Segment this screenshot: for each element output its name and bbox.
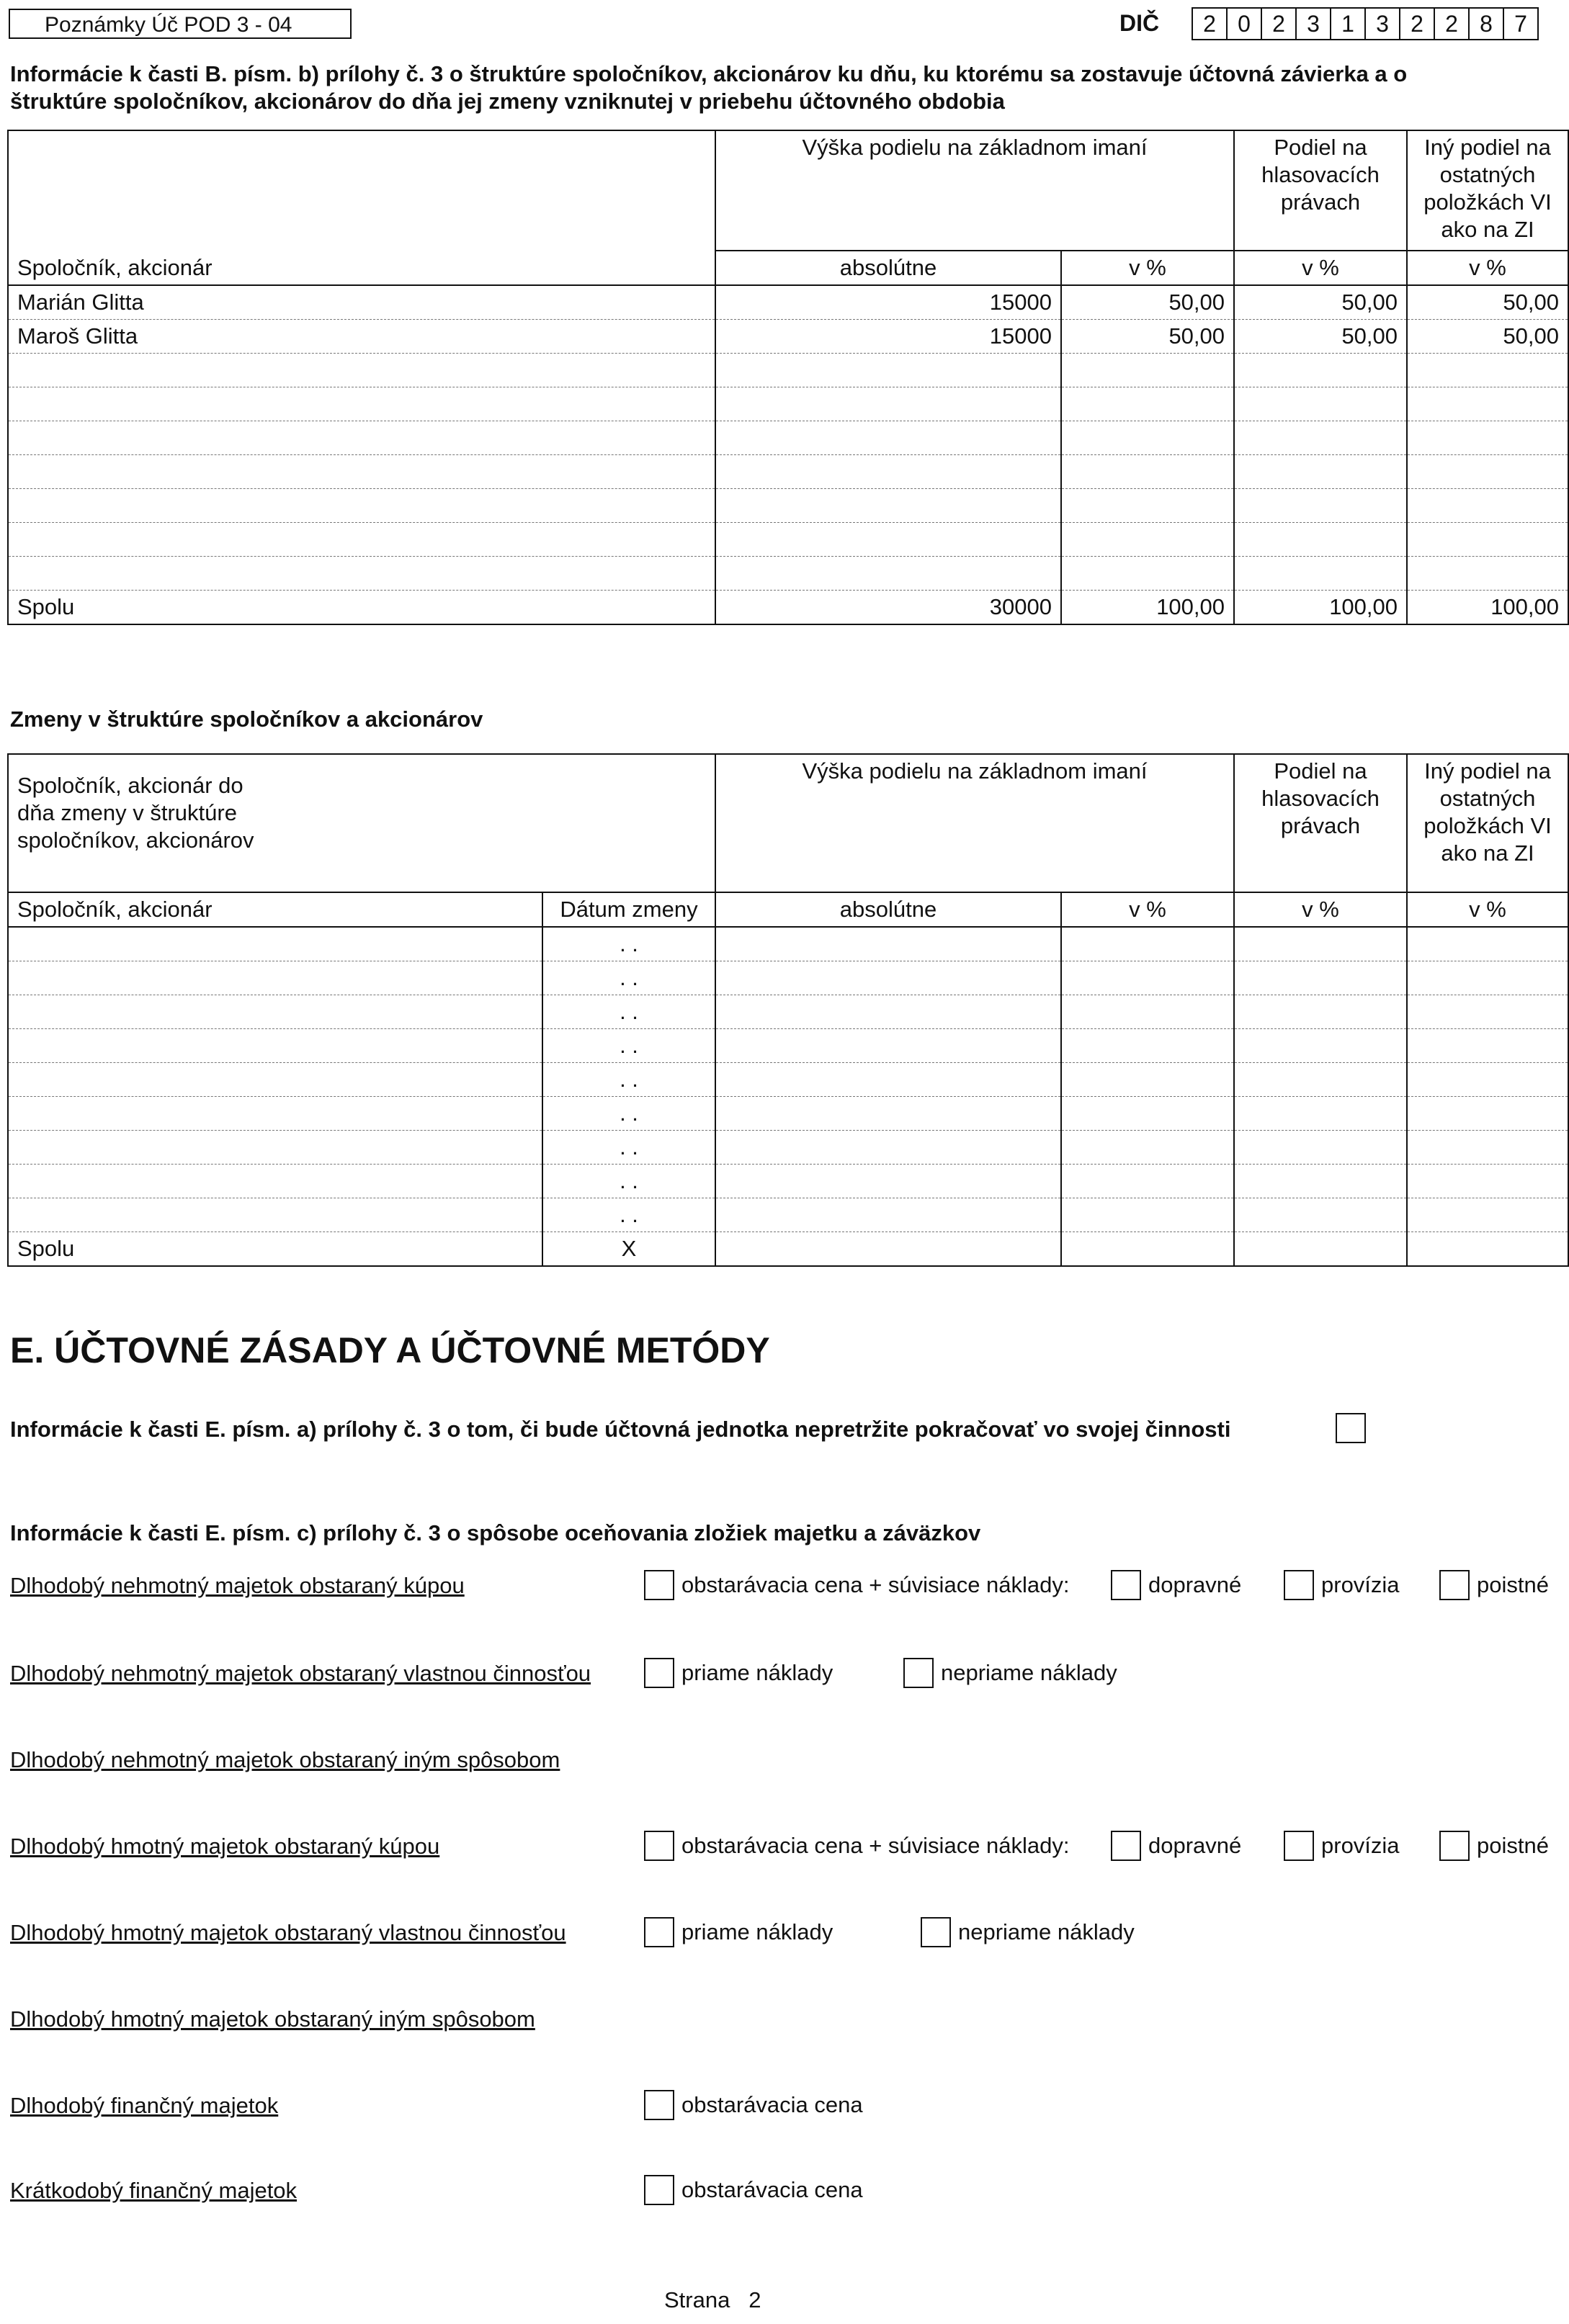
vote-col-header: v % — [1234, 251, 1407, 285]
form-code: Poznámky Úč POD 3 - 04 — [9, 9, 352, 39]
cost-plus-label: obstarávacia cena + súvisiace náklady: — [681, 1572, 1070, 1597]
dic-digit: 2 — [1400, 9, 1435, 39]
continuity-text: Informácie k časti E. písm. a) prílohy č. 3 o tom, či bude účtovná jednotka nepretržite pokračovať vo svojej činnosti — [10, 1417, 1231, 1442]
table-row — [8, 455, 1568, 489]
commission-label: provízia — [1321, 1572, 1400, 1597]
date-field[interactable]: . . — [542, 961, 715, 995]
total-row — [8, 1232, 1568, 1267]
dic-digit: 2 — [1262, 9, 1297, 39]
total-pct: 100,00 — [1061, 591, 1234, 625]
page-footer — [664, 2287, 761, 2313]
item-long-financial: Dlhodobý finančný majetok — [10, 2093, 279, 2118]
other-header: Iný podiel na ostatných položkách VI ako na ZI — [1407, 130, 1568, 251]
date-field[interactable]: . . — [542, 995, 715, 1029]
blank-header — [8, 130, 715, 251]
page-number: 2 — [748, 2287, 761, 2312]
cost-checkbox[interactable] — [644, 2175, 674, 2205]
date-field[interactable]: . . — [542, 927, 715, 961]
item-intangible-own: Dlhodobý nehmotný majetok obstaraný vlastnou činnosťou — [10, 1661, 591, 1686]
voting-header: Podiel na hlasovacích právach — [1234, 754, 1407, 892]
item-intangible-purchase: Dlhodobý nehmotný majetok obstaraný kúpou — [10, 1573, 465, 1598]
table-row — [8, 995, 1568, 1029]
insurance-checkbox[interactable] — [1439, 1831, 1470, 1861]
table-row — [8, 1029, 1568, 1063]
pct-value: 50,00 — [1061, 285, 1234, 320]
valuation-title: Informácie k časti E. písm. c) prílohy č. 3 o spôsobe oceňovania zložiek majetku a záväzkov — [10, 1520, 981, 1545]
total-label: Spolu — [8, 591, 715, 625]
commission-checkbox[interactable] — [1284, 1831, 1314, 1861]
intro-line: štruktúre spoločníkov, akcionárov do dňa jej zmeny vzniknutej v priebehu účtovného obdobia — [10, 89, 1005, 114]
dic-digit: 3 — [1366, 9, 1400, 39]
abs-col-header: absolútne — [715, 251, 1061, 285]
commission-label: provízia — [1321, 1833, 1400, 1858]
dic-label: DIČ — [1119, 10, 1160, 36]
direct-costs-label: priame náklady — [681, 1660, 833, 1685]
cost-plus-checkbox[interactable] — [644, 1570, 674, 1600]
total-abs: 30000 — [715, 591, 1061, 625]
share-header: Výška podielu na základnom imaní — [715, 754, 1234, 892]
total-other: 100,00 — [1407, 591, 1568, 625]
other-value: 50,00 — [1407, 320, 1568, 354]
abs-value: 15000 — [715, 320, 1061, 354]
date-field[interactable]: . . — [542, 1029, 715, 1063]
section-b-intro — [10, 60, 1407, 115]
indirect-costs-label: nepriame náklady — [941, 1660, 1117, 1685]
pct-col-header: v % — [1061, 251, 1234, 285]
shareholder-name: Maroš Glitta — [8, 320, 715, 354]
indirect-costs-checkbox[interactable] — [921, 1917, 951, 1947]
table-row — [8, 354, 1568, 387]
page-label: Strana — [664, 2287, 730, 2312]
shareholders-table — [7, 130, 1569, 625]
dic-digits — [1192, 7, 1539, 40]
vote-value: 50,00 — [1234, 285, 1407, 320]
date-field[interactable]: . . — [542, 1198, 715, 1232]
other-col-header: v % — [1407, 251, 1568, 285]
date-field[interactable]: . . — [542, 1131, 715, 1165]
table-row — [8, 285, 1568, 320]
transport-label: dopravné — [1148, 1572, 1242, 1597]
item-intangible-other: Dlhodobý nehmotný majetok obstaraný iným spôsobom — [10, 1747, 560, 1772]
direct-costs-checkbox[interactable] — [644, 1658, 674, 1688]
vote-value: 50,00 — [1234, 320, 1407, 354]
table-row — [8, 961, 1568, 995]
section-e-title: E. ÚČTOVNÉ ZÁSADY A ÚČTOVNÉ METÓDY — [10, 1330, 770, 1370]
abs-col-header: absolútne — [715, 892, 1061, 927]
table-row — [8, 557, 1568, 591]
total-vote: 100,00 — [1234, 591, 1407, 625]
dic-digit: 0 — [1228, 9, 1262, 39]
direct-costs-checkbox[interactable] — [644, 1917, 674, 1947]
commission-checkbox[interactable] — [1284, 1570, 1314, 1600]
total-row — [8, 591, 1568, 625]
cost-label: obstarávacia cena — [681, 2092, 863, 2117]
item-tangible-purchase: Dlhodobý hmotný majetok obstaraný kúpou — [10, 1834, 440, 1859]
date-field[interactable]: . . — [542, 1165, 715, 1198]
holder-header: Spoločník, akcionár do dňa zmeny v štruktúre spoločníkov, akcionárov — [8, 754, 715, 892]
table-row — [8, 1198, 1568, 1232]
table-row — [8, 1063, 1568, 1097]
insurance-label: poistné — [1477, 1833, 1549, 1858]
dic-digit: 1 — [1331, 9, 1366, 39]
name-col-header: Spoločník, akcionár — [8, 892, 542, 927]
insurance-checkbox[interactable] — [1439, 1570, 1470, 1600]
voting-header: Podiel na hlasovacích právach — [1234, 130, 1407, 251]
dic-digit: 2 — [1193, 9, 1228, 39]
total-label: Spolu — [8, 1232, 542, 1267]
transport-label: dopravné — [1148, 1833, 1242, 1858]
dic-digit: 2 — [1435, 9, 1470, 39]
cost-plus-checkbox[interactable] — [644, 1831, 674, 1861]
dic-digit: 8 — [1470, 9, 1504, 39]
transport-checkbox[interactable] — [1111, 1570, 1141, 1600]
dic-digit: 3 — [1297, 9, 1331, 39]
intro-line: Informácie k časti B. písm. b) prílohy č. 3 o štruktúre spoločníkov, akcionárov ku dňu, ku ktorému sa zostavuje účtovná závierka a o — [10, 61, 1408, 86]
cost-checkbox[interactable] — [644, 2090, 674, 2120]
cost-plus-label: obstarávacia cena + súvisiace náklady: — [681, 1833, 1070, 1858]
transport-checkbox[interactable] — [1111, 1831, 1141, 1861]
pct-value: 50,00 — [1061, 320, 1234, 354]
item-tangible-other: Dlhodobý hmotný majetok obstaraný iným spôsobom — [10, 2006, 535, 2032]
share-header: Výška podielu na základnom imaní — [715, 130, 1234, 251]
table-row — [8, 421, 1568, 455]
insurance-label: poistné — [1477, 1572, 1549, 1597]
table-row — [8, 1131, 1568, 1165]
pct-col-header: v % — [1061, 892, 1234, 927]
table-row — [8, 1165, 1568, 1198]
continuity-checkbox[interactable] — [1336, 1413, 1366, 1443]
item-short-financial: Krátkodobý finančný majetok — [10, 2178, 298, 2203]
item-tangible-own: Dlhodobý hmotný majetok obstaraný vlastnou činnosťou — [10, 1920, 566, 1945]
other-col-header: v % — [1407, 892, 1568, 927]
table-row — [8, 927, 1568, 961]
direct-costs-label: priame náklady — [681, 1919, 833, 1944]
table-row — [8, 1097, 1568, 1131]
total-date: X — [542, 1232, 715, 1267]
changes-title: Zmeny v štruktúre spoločníkov a akcionárov — [10, 706, 483, 732]
other-value: 50,00 — [1407, 285, 1568, 320]
indirect-costs-label: nepriame náklady — [958, 1919, 1135, 1944]
vote-col-header: v % — [1234, 892, 1407, 927]
table-row — [8, 387, 1568, 421]
date-col-header: Dátum zmeny — [542, 892, 715, 927]
table-row — [8, 320, 1568, 354]
other-header: Iný podiel na ostatných položkách VI ako na ZI — [1407, 754, 1568, 892]
table-row — [8, 523, 1568, 557]
name-col-header: Spoločník, akcionár — [8, 251, 715, 285]
abs-value: 15000 — [715, 285, 1061, 320]
changes-table — [7, 753, 1569, 1267]
cost-label: obstarávacia cena — [681, 2177, 863, 2202]
date-field[interactable]: . . — [542, 1097, 715, 1131]
table-row — [8, 489, 1568, 523]
indirect-costs-checkbox[interactable] — [903, 1658, 934, 1688]
date-field[interactable]: . . — [542, 1063, 715, 1097]
shareholder-name: Marián Glitta — [8, 285, 715, 320]
dic-digit: 7 — [1514, 11, 1527, 37]
